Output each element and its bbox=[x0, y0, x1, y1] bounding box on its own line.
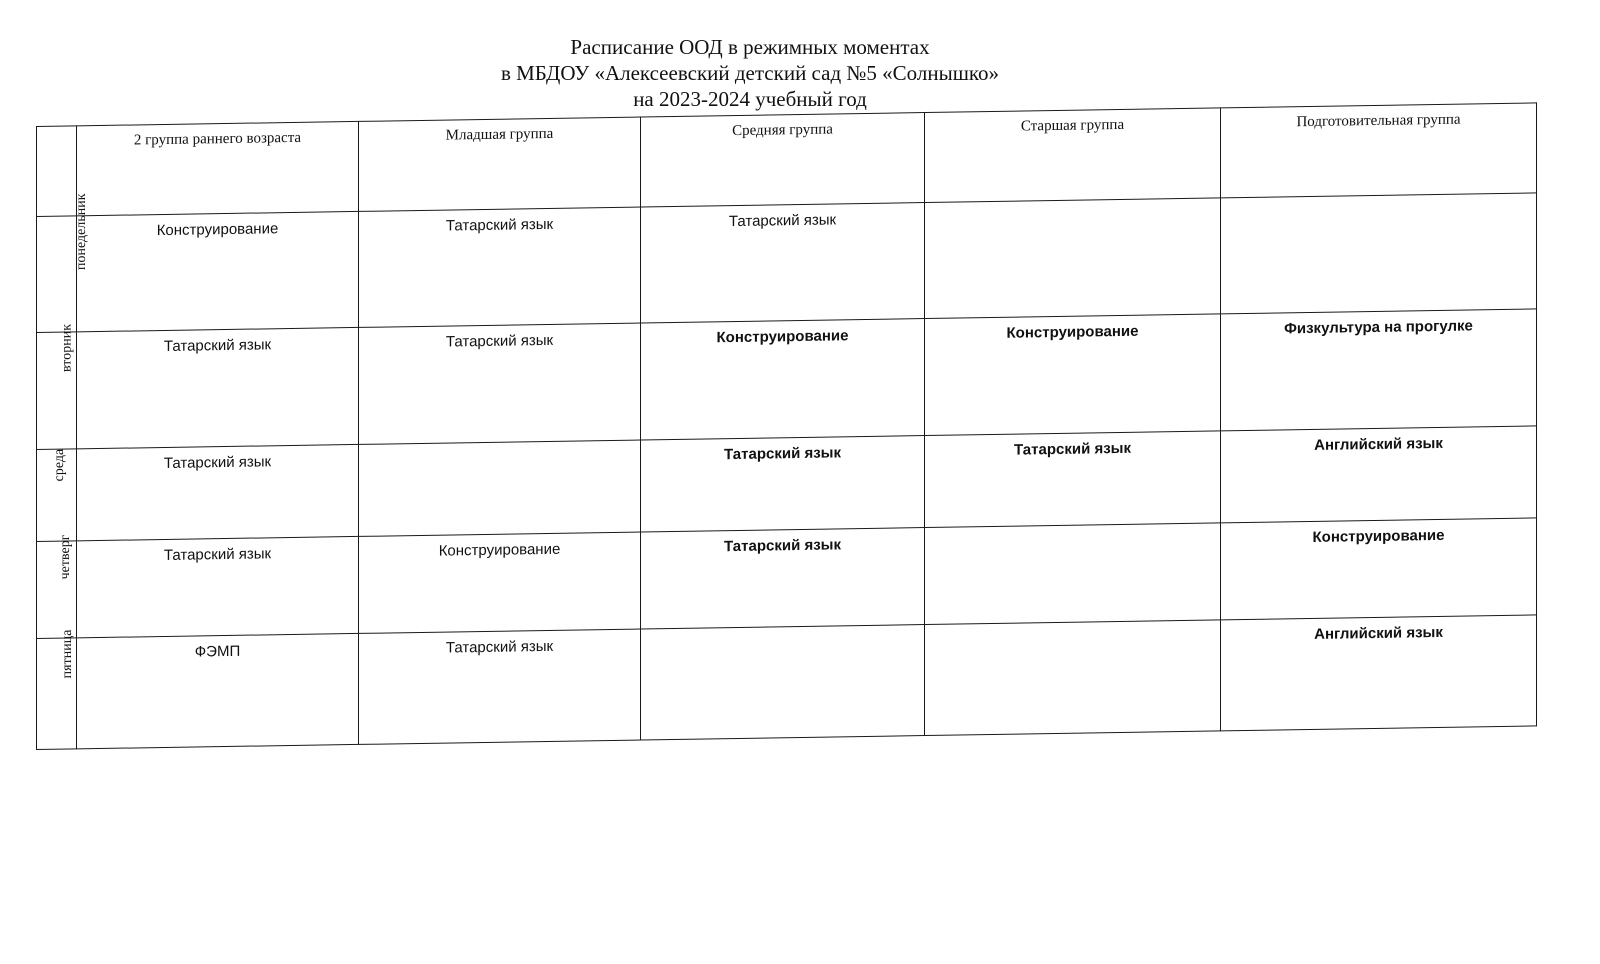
table-row-friday bbox=[37, 615, 1537, 750]
day-label: вторник bbox=[59, 323, 75, 372]
day-cell-thursday bbox=[37, 534, 77, 638]
schedule-cell: Татарский язык bbox=[359, 207, 641, 327]
column-header-early-age: 2 группа раннего возраста bbox=[77, 121, 359, 216]
schedule-cell: Татарский язык bbox=[77, 444, 359, 541]
day-label: пятница bbox=[59, 629, 75, 679]
day-cell-friday bbox=[37, 629, 77, 750]
title-line-1: Расписание ООД в режимных моментах bbox=[570, 35, 930, 59]
table-row-tuesday bbox=[37, 308, 1537, 449]
schedule-cell: Конструирование bbox=[1221, 518, 1537, 619]
title-line-2: в МБДОУ «Алексеевский детский сад №5 «Солнышко» bbox=[500, 61, 1000, 85]
schedule-cell: Конструирование bbox=[641, 318, 925, 440]
schedule-cell: Конструирование bbox=[77, 212, 359, 332]
schedule-cell: Татарский язык bbox=[641, 436, 925, 533]
document-title bbox=[0, 34, 1500, 112]
schedule-table bbox=[36, 102, 1537, 750]
day-label: понедельник bbox=[73, 193, 89, 271]
schedule-cell: Татарский язык bbox=[641, 528, 925, 629]
schedule-cell: Физкультура на прогулке bbox=[1221, 308, 1537, 430]
schedule-cell: Татарский язык bbox=[925, 431, 1221, 528]
day-label: среда bbox=[51, 448, 67, 482]
schedule-sheet bbox=[36, 102, 1536, 750]
schedule-cell: Конструирование bbox=[925, 313, 1221, 435]
day-cell-wednesday bbox=[37, 449, 77, 542]
schedule-cell bbox=[641, 624, 925, 740]
column-header-junior: Младшая группа bbox=[359, 117, 641, 212]
schedule-cell: Английский язык bbox=[1221, 615, 1537, 731]
schedule-cell: Татарский язык bbox=[77, 537, 359, 638]
schedule-cell: Конструирование bbox=[359, 532, 641, 633]
day-cell-monday bbox=[37, 193, 89, 332]
column-header-senior: Старшая группа bbox=[925, 108, 1221, 203]
schedule-cell: ФЭМП bbox=[77, 633, 359, 749]
schedule-cell bbox=[359, 440, 641, 537]
schedule-cell bbox=[925, 198, 1221, 318]
title-line-3: на 2023-2024 учебный год bbox=[633, 87, 867, 111]
schedule-cell bbox=[1221, 193, 1537, 313]
schedule-cell: Татарский язык bbox=[359, 629, 641, 745]
column-header-preparatory: Подготовительная группа bbox=[1221, 103, 1537, 198]
column-header-middle: Средняя группа bbox=[641, 113, 925, 208]
schedule-cell: Татарский язык bbox=[359, 323, 641, 445]
day-label: четверг bbox=[57, 534, 73, 580]
schedule-cell bbox=[925, 620, 1221, 736]
schedule-cell: Английский язык bbox=[1221, 426, 1537, 523]
schedule-cell: Татарский язык bbox=[77, 327, 359, 449]
schedule-cell bbox=[925, 523, 1221, 624]
day-cell-tuesday bbox=[37, 323, 77, 449]
schedule-cell: Татарский язык bbox=[641, 203, 925, 323]
corner-cell bbox=[37, 126, 77, 217]
